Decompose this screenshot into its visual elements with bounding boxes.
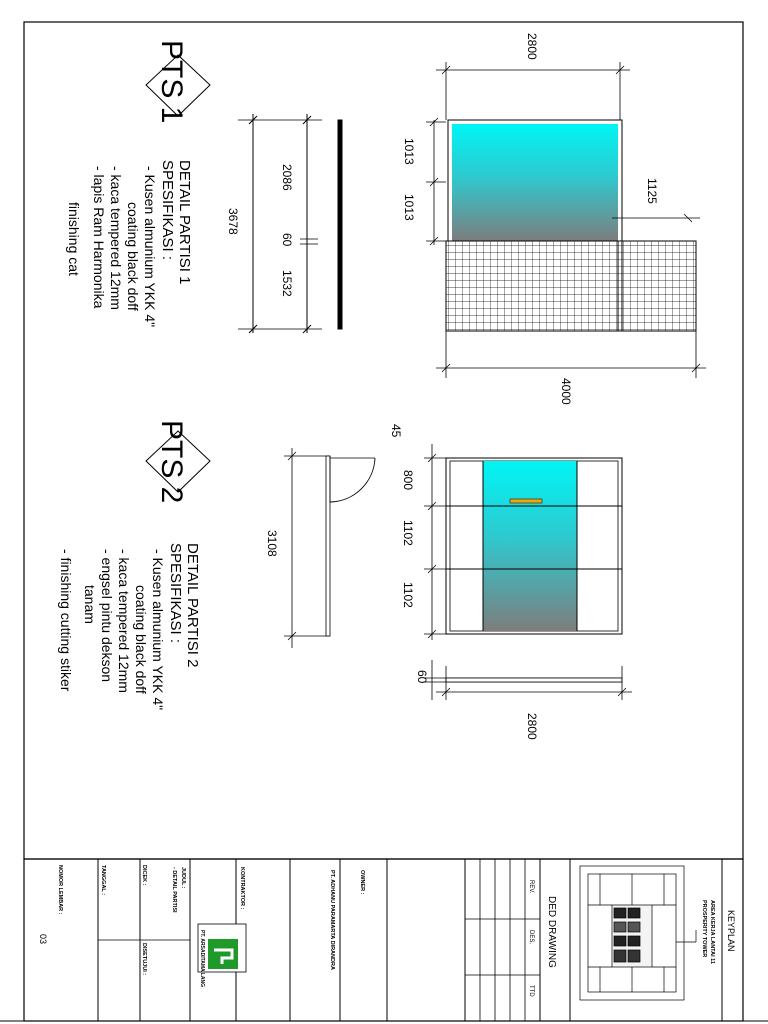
- pts1-dim-step: 1125: [645, 178, 659, 204]
- dicek-label: DICEK :: [141, 865, 147, 886]
- pts2-dim-offset: 45: [389, 424, 403, 438]
- pts1-dim-lower: 1532: [280, 270, 294, 297]
- pts1-dim-glass-upper: 1013: [402, 138, 416, 165]
- pts2-dim-panel-3: 1102: [401, 582, 415, 608]
- pts1-dim-glass-lower: 1013: [402, 194, 416, 221]
- drawing-type: DED DRAWING: [546, 896, 557, 968]
- pts2-tag: [146, 420, 210, 503]
- pts2-spec-line: tanam: [82, 585, 98, 624]
- pts1-spec-line: - kaca tempered 12mm: [108, 166, 124, 310]
- pts2-spec-line: - Kusen almunium YKK 4": [150, 549, 166, 711]
- rev-label: REV.: [528, 880, 534, 894]
- pts1-dim-mid: 60: [280, 233, 294, 247]
- pts1-spec-heading: SPESIFIKASI :: [159, 160, 176, 261]
- pts2-dim-panel-2: 1102: [401, 520, 415, 546]
- pts1-glass-panel: [452, 124, 618, 241]
- nomor-lembar-label: NOMOR LEMBAR :: [57, 865, 63, 915]
- ttd-label: TTD: [528, 985, 534, 997]
- pts2-dim-width: 2800: [525, 713, 539, 740]
- pts1-title: DETAIL PARTISI 1: [176, 160, 193, 285]
- pts2-dim-frame: 60: [415, 670, 429, 684]
- pts2-door-handle: [510, 499, 542, 503]
- pts2-spec-heading: SPESIFIKASI :: [167, 543, 184, 644]
- pts1-tag-text: PTS 1: [155, 40, 188, 124]
- keyplan-label: KEYPLAN: [726, 910, 736, 952]
- contractor-name: PT. ARSADITAMA LANG: [199, 930, 205, 988]
- pts2-door-glass: [483, 461, 577, 631]
- owner-label: OWNER :: [359, 870, 365, 895]
- pts1-section-view: [238, 114, 342, 333]
- pts2-section-view: [284, 448, 375, 648]
- disetujui-label: DISETUJUI :: [141, 943, 147, 976]
- keyplan-mini-plan: [580, 866, 696, 1000]
- pts1-dim-width-bottom: 4000: [559, 378, 573, 405]
- pts2-spec-line: coating black doff: [133, 585, 149, 694]
- pts1-dim-width-top: 2800: [525, 33, 539, 60]
- pts2-dim-panel-1: 800: [401, 470, 415, 491]
- judul-label: JUDUL :: [180, 867, 186, 889]
- pts1-tag: [146, 40, 210, 123]
- pts2-tag-text: PTS 2: [155, 420, 188, 504]
- sheet-border: [24, 22, 743, 859]
- pts2-spec-block: [58, 543, 201, 710]
- pts1-spec-line: - Kusen almunium YKK 4": [142, 166, 158, 328]
- pts2-spec-line: - engsel pintu dekson: [99, 549, 115, 683]
- pts1-dim-total-height: 3678: [226, 208, 240, 235]
- pts1-spec-line: - lapis Ram Harmonika: [91, 166, 107, 309]
- pts2-title: DETAIL PARTISI 2: [184, 543, 201, 668]
- keyplan-note-2: PROSPERITY TOWER: [701, 900, 707, 958]
- keyplan-note-1: AREA KERJA LANTAI 11: [709, 900, 715, 964]
- pts2-dim-height: 3108: [265, 530, 279, 557]
- pts2-spec-line: - kaca tempered 12mm: [116, 549, 132, 693]
- des-label: DES.: [528, 930, 534, 945]
- pts2-elevation: [446, 458, 622, 634]
- pts1-spec-block: [66, 160, 193, 327]
- contractor-label: KONTRAKTOR :: [239, 867, 245, 910]
- pts1-harmonika-lattice: [446, 241, 696, 331]
- pts1-spec-line: finishing cat: [66, 202, 82, 276]
- pts2-spec-line: - finishing cutting stiker: [58, 549, 74, 692]
- owner-name: PT. ADHANU PARAMARTA DIRANDRA: [329, 870, 335, 970]
- judul-value: - DETAIL PARTISI: [171, 867, 177, 913]
- nomor-lembar-value: 03: [38, 934, 48, 945]
- pts1-spec-line: coating black doff: [125, 202, 141, 311]
- tanggal-label: TANGGAL :: [100, 865, 106, 896]
- pts1-elevation: [446, 120, 696, 331]
- pts1-dim-upper: 2086: [280, 164, 294, 191]
